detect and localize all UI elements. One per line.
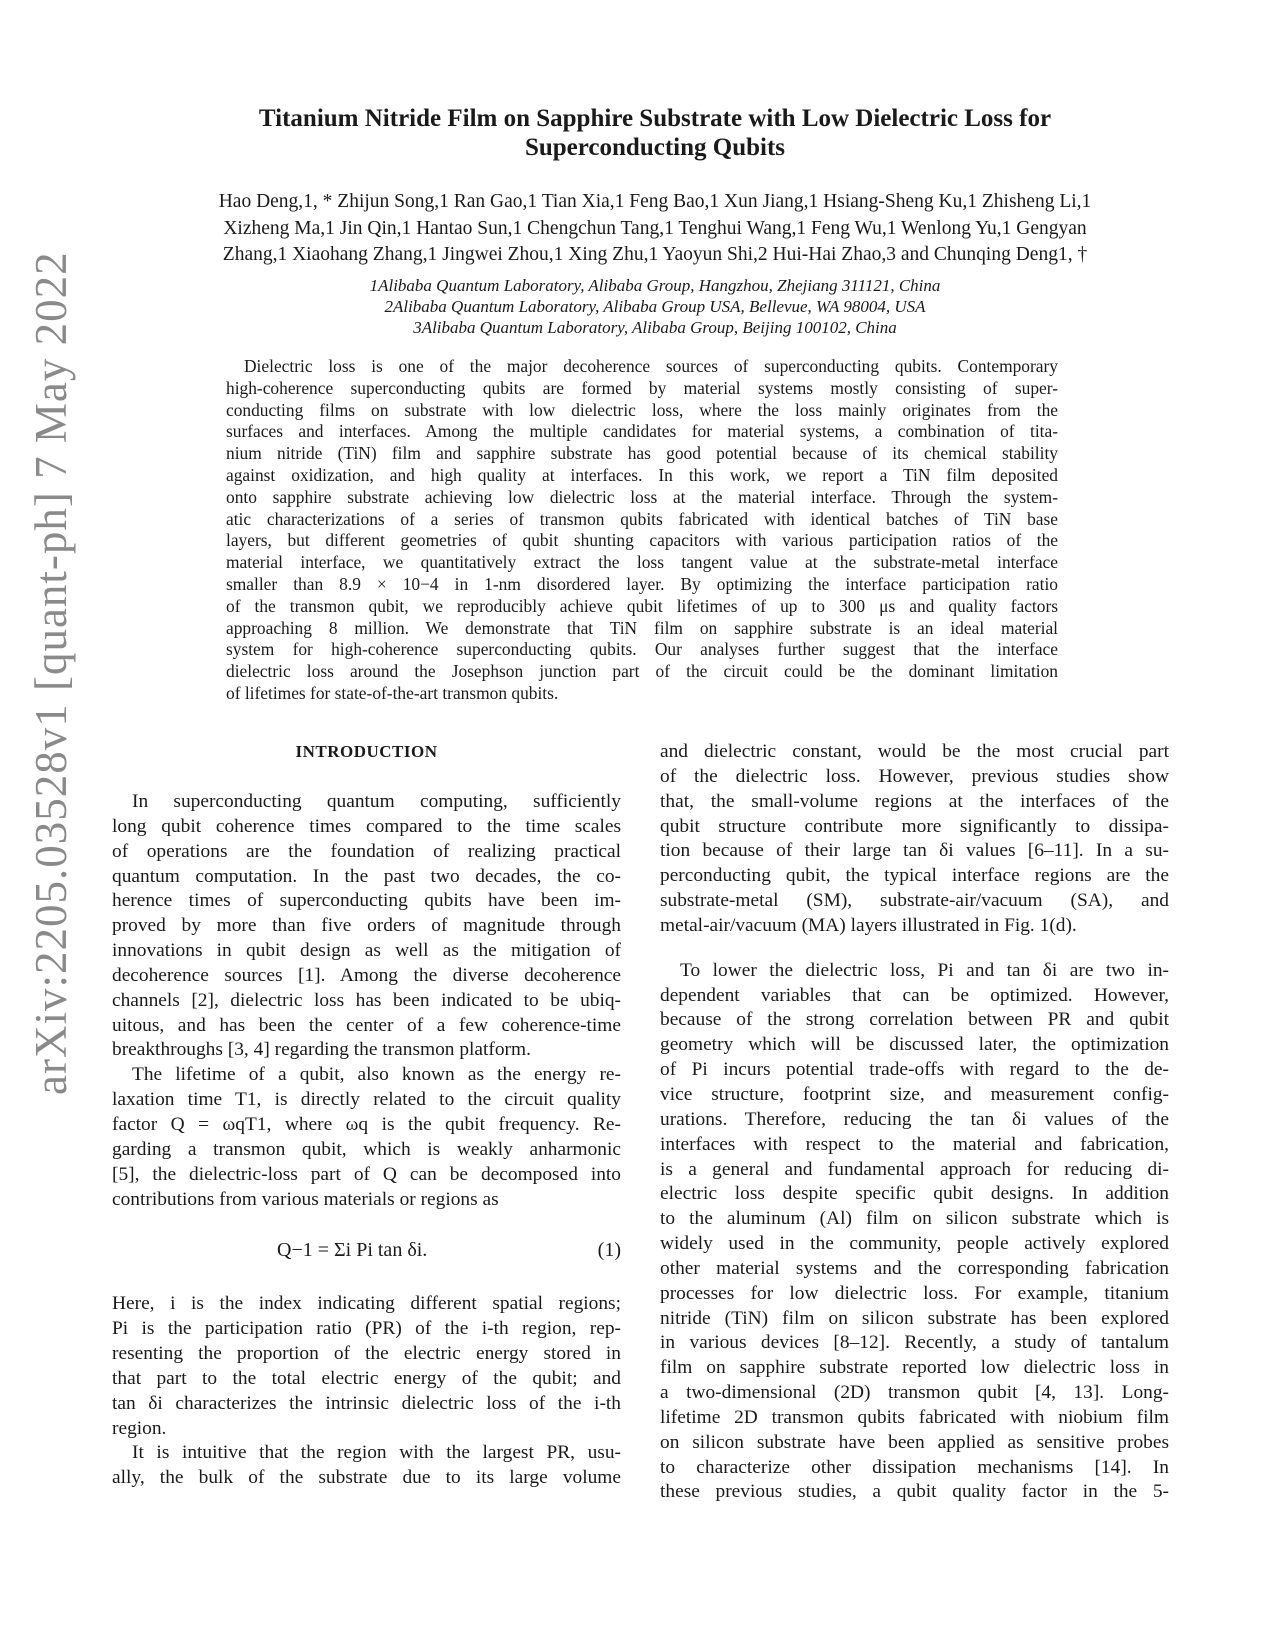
abstract-line: conducting films on substrate with low dielectric loss, where the loss mainly originates from the [226, 399, 1058, 420]
abstract-line: Dielectric loss is one of the major decoherence sources of superconducting qubits. Contemporary [244, 356, 1058, 376]
text-line: because of the strong correlation between PR and qubit [660, 1009, 1169, 1031]
abstract-line: smaller than 8.9 × 10−4 in 1-nm disordered layer. By optimizing the interface participation ratio [226, 573, 1058, 594]
paragraph-gap [660, 939, 1169, 959]
text-line: substrate-metal (SM), substrate-air/vacuum (SA), and [660, 890, 1169, 912]
text-line: nitride (TiN) film on silicon substrate has been explored [660, 1307, 1169, 1329]
text-line: film on sapphire substrate reported low dielectric loss in [660, 1357, 1169, 1379]
text-line: tion because of their large tan δi values [6–11]. In a su- [660, 840, 1169, 862]
author-line: Xizheng Ma,1 Jin Qin,1 Hantao Sun,1 Chengchun Tang,1 Tenghui Wang,1 Feng Wu,1 Wenlong Yu,1 Gengyan [223, 217, 1087, 239]
text-line: uitous, and has been the center of a few coherence-time [112, 1014, 621, 1036]
text-line: long qubit coherence times compared to the time scales [112, 815, 621, 837]
text-line: garding a transmon qubit, which is weakly anharmonic [112, 1138, 621, 1160]
text-line: these previous studies, a qubit quality factor in the 5- [660, 1481, 1169, 1503]
text-line: It is intuitive that the region with the largest PR, usu- [132, 1442, 621, 1464]
text-line: contributions from various materials or regions as [112, 1188, 499, 1210]
abstract [226, 356, 1058, 705]
text-line: region. [112, 1417, 167, 1439]
text-line: interfaces with respect to the material and fabrication, [660, 1133, 1169, 1155]
text-line: urations. Therefore, reducing the tan δi values of the [660, 1108, 1169, 1130]
equation: Q−1 = Σi Pi tan δi. [277, 1239, 428, 1262]
text-line: of the dielectric loss. However, previous studies show [660, 765, 1169, 787]
affiliation: 3Alibaba Quantum Laboratory, Alibaba Group, Beijing 100102, China [413, 318, 897, 337]
text-line: processes for low dielectric loss. For example, titanium [660, 1282, 1169, 1304]
title-line: Superconducting Qubits [524, 134, 786, 161]
text-line: resenting the proportion of the electric energy stored in [112, 1343, 621, 1365]
left-column [112, 740, 621, 1491]
text-line: tan δi characterizes the intrinsic dielectric loss of the i-th [112, 1392, 621, 1414]
text-line: ally, the bulk of the substrate due to its large volume [112, 1467, 621, 1489]
abstract-line: dielectric loss around the Josephson junction part of the circuit could be the dominant limitation [226, 661, 1058, 682]
abstract-line: system for high-coherence superconducting qubits. Our analyses further suggest that the interface [226, 639, 1058, 660]
text-line: to the aluminum (Al) film on silicon substrate which is [660, 1208, 1169, 1230]
abstract-line: atic characterizations of a series of transmon qubits fabricated with identical batches of TiN base [226, 508, 1058, 529]
abstract-line: against oxidization, and high quality at interfaces. In this work, we report a TiN film deposited [226, 464, 1058, 485]
abstract-line: nium nitride (TiN) film and sapphire substrate has good potential because of its chemical stability [226, 443, 1058, 464]
text-line: a two-dimensional (2D) transmon qubit [4, 13]. Long- [660, 1382, 1169, 1404]
text-line: and dielectric constant, would be the most crucial part [660, 741, 1169, 762]
text-line: To lower the dielectric loss, Pi and tan δi are two in- [680, 959, 1169, 981]
affiliation: 1Alibaba Quantum Laboratory, Alibaba Group, Hangzhou, Zhejiang 311121, China [369, 276, 941, 295]
affiliation: 2Alibaba Quantum Laboratory, Alibaba Group USA, Bellevue, WA 98004, USA [384, 297, 926, 316]
text-line: to characterize other dissipation mechanisms [14]. In [660, 1456, 1169, 1478]
text-line: is a general and fundamental approach for reducing di- [660, 1158, 1169, 1180]
text-line: vice structure, footprint size, and measurement config- [660, 1083, 1169, 1105]
text-line: of Pi incurs potential trade-offs with regard to the de- [660, 1059, 1169, 1081]
text-line: Pi is the participation ratio (PR) of the i-th region, rep- [112, 1318, 621, 1340]
text-line: In superconducting quantum computing, sufficiently [132, 791, 621, 812]
abstract-line: surfaces and interfaces. Among the multiple candidates for material systems, a combination of tita- [226, 421, 1058, 442]
abstract-line: material interface, we quantitatively extract the loss tangent value at the substrate-metal interface [226, 552, 1058, 573]
title-line: Titanium Nitride Film on Sapphire Substrate with Low Dielectric Loss for [258, 105, 1052, 132]
abstract-line: onto sapphire substrate achieving low dielectric loss at the material interface. Through the system- [226, 486, 1058, 507]
text-line: innovations in qubit design as well as the mitigation of [112, 940, 621, 962]
author-line: Zhang,1 Xiaohang Zhang,1 Jingwei Zhou,1 Xing Zhu,1 Yaoyun Shi,2 Hui-Hai Zhao,3 and Chunqing Deng1, † [222, 244, 1088, 265]
text-line: electric loss despite specific qubit designs. In addition [660, 1183, 1169, 1205]
abstract-line: of lifetimes for state-of-the-art transmon qubits. [226, 682, 559, 703]
text-line: The lifetime of a qubit, also known as the energy re- [132, 1064, 621, 1086]
text-line: quantum computation. In the past two decades, the co- [112, 865, 621, 887]
text-line: proved by more than five orders of magnitude through [112, 915, 621, 937]
text-line: [5], the dielectric-loss part of Q can be decomposed into [112, 1163, 621, 1185]
text-line: qubit structure contribute more significantly to dissipa- [660, 815, 1169, 837]
text-line: other material systems and the corresponding fabrication [660, 1257, 1169, 1279]
author-list [130, 189, 1180, 269]
text-line: metal-air/vacuum (MA) layers illustrated in Fig. 1(d). [660, 914, 1077, 936]
right-column [660, 740, 1169, 1505]
text-line: perconducting qubit, the typical interface regions are the [660, 865, 1169, 887]
paper-title [100, 104, 1210, 162]
abstract-line: of the transmon qubit, we reproducibly achieve qubit lifetimes of up to 300 μs and quality factors [226, 595, 1058, 616]
section-heading: INTRODUCTION [295, 742, 438, 761]
text-line: breakthroughs [3, 4] regarding the transmon platform. [112, 1039, 531, 1061]
text-line: Here, i is the index indicating different spatial regions; [112, 1293, 621, 1315]
text-line: geometry which will be discussed later, the optimization [660, 1034, 1169, 1056]
arxiv-identifier: arXiv:2205.03528v1 [quant-ph] 7 May 2022 [26, 251, 76, 1095]
text-line: factor Q = ωqT1, where ωq is the qubit frequency. Re- [112, 1113, 621, 1135]
equation-block [112, 1224, 621, 1288]
text-line: lifetime 2D transmon qubits fabricated with niobium film [660, 1406, 1169, 1428]
text-line: dependent variables that can be optimized. However, [660, 984, 1169, 1006]
text-line: decoherence sources [1]. Among the diverse decoherence [112, 964, 621, 986]
text-line: that, the small-volume regions at the interfaces of the [660, 790, 1169, 812]
abstract-line: layers, but different geometries of qubit shunting capacitors with various participation ratios of the [226, 530, 1058, 551]
text-line: that part to the total electric energy of the qubit; and [112, 1367, 621, 1389]
text-line: laxation time T1, is directly related to the circuit quality [112, 1089, 621, 1111]
equation-number: (1) [597, 1239, 621, 1262]
abstract-line: approaching 8 million. We demonstrate that TiN film on sapphire substrate is an ideal material [226, 617, 1058, 638]
text-line: widely used in the community, people actively explored [660, 1233, 1169, 1255]
text-line: on silicon substrate have been applied as sensitive probes [660, 1431, 1169, 1453]
text-line: in various devices [8–12]. Recently, a study of tantalum [660, 1332, 1169, 1354]
text-line: channels [2], dielectric loss has been indicated to be ubiq- [112, 989, 621, 1011]
author-line: Hao Deng,1, * Zhijun Song,1 Ran Gao,1 Tian Xia,1 Feng Bao,1 Xun Jiang,1 Hsiang-Sheng Ku,1 Zhisheng Li,1 [218, 191, 1092, 212]
text-line: herence times of superconducting qubits have been im- [112, 890, 621, 912]
abstract-line: high-coherence superconducting qubits are formed by material systems mostly consisting of super- [226, 377, 1058, 398]
text-line: of operations are the foundation of realizing practical [112, 840, 621, 862]
affiliations [100, 275, 1210, 338]
